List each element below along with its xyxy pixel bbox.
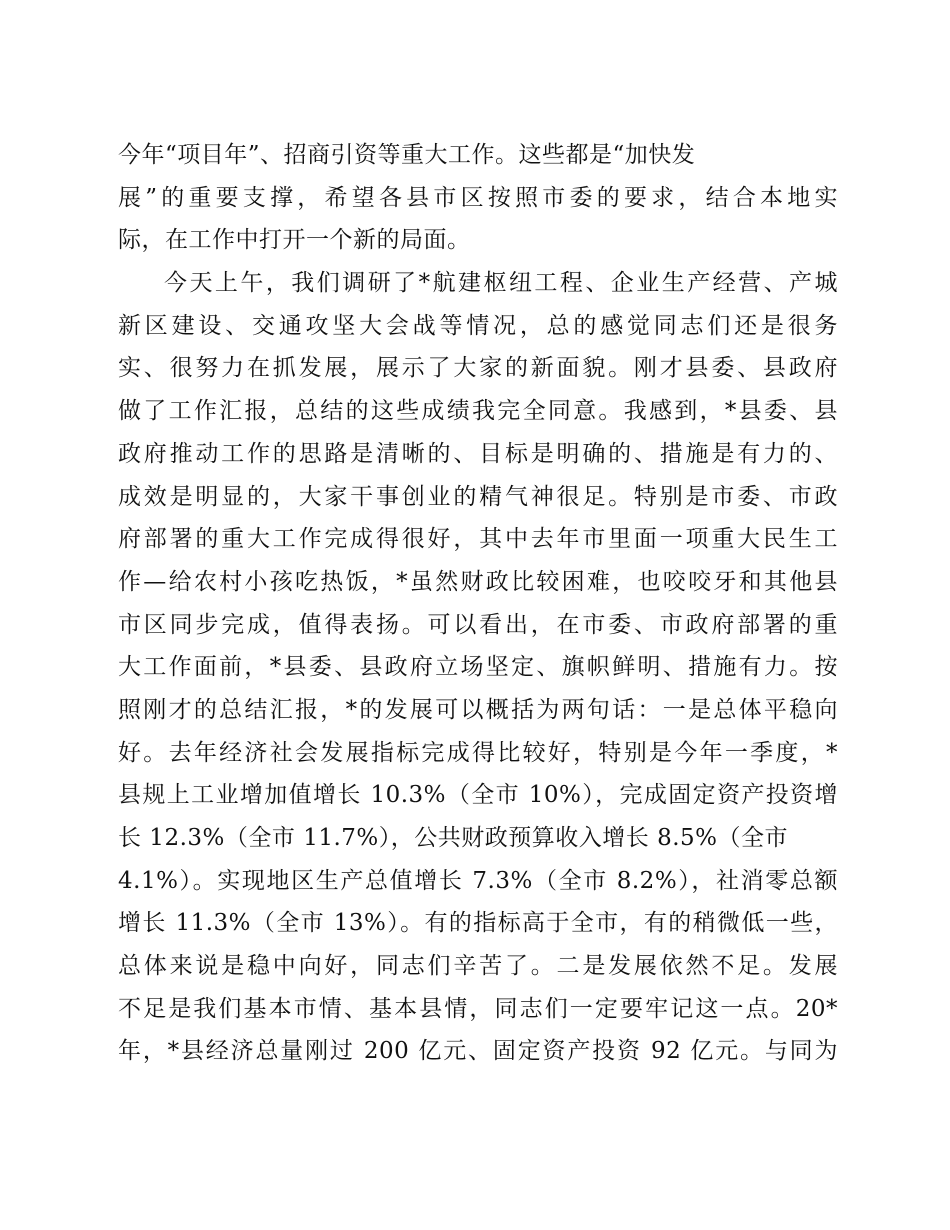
text-line: 成效是明显的，大家干事创业的精气神很足。特别是市委、市政 xyxy=(118,483,838,510)
text-line: 实、很努力在抓发展，展示了大家的新面貌。刚才县委、县政府 xyxy=(118,355,838,382)
text-line: 4.1%）。实现地区生产总值增长 7.3%（全市 8.2%），社消零总额 xyxy=(118,867,838,894)
text-line: 总体来说是稳中向好，同志们辛苦了。二是发展依然不足。发展 xyxy=(118,953,838,980)
paragraph-start-line: 今天上午，我们调研了*航建枢纽工程、企业生产经营、产城 xyxy=(164,270,838,297)
text-line: 长 12.3%（全市 11.7%），公共财政预算收入增长 8.5%（全市 xyxy=(118,825,788,851)
text-line: 增长 11.3%（全市 13%）。有的指标高于全市，有的稍微低一些， xyxy=(118,910,838,937)
text-line: 县规上工业增加值增长 10.3%（全市 10%），完成固定资产投资增 xyxy=(118,782,838,809)
body-text xyxy=(118,134,838,1073)
text-line: 好。去年经济社会发展指标完成得比较好，特别是今年一季度，* xyxy=(118,739,838,766)
text-line: 际，在工作中打开一个新的局面。 xyxy=(118,227,471,254)
text-line: 做了工作汇报，总结的这些成绩我完全同意。我感到，*县委、县 xyxy=(118,398,838,425)
text-line: 市区同步完成，值得表扬。可以看出，在市委、市政府部署的重 xyxy=(118,611,838,638)
text-line: 年，*县经济总量刚过 200 亿元、固定资产投资 92 亿元。与同为 xyxy=(118,1038,838,1065)
text-line: 不足是我们基本市情、基本县情，同志们一定要牢记这一点。20* xyxy=(118,995,838,1022)
text-line: 大工作面前，*县委、县政府立场坚定、旗帜鲜明、措施有力。按 xyxy=(118,654,838,681)
text-line: 照刚才的总结汇报，*的发展可以概括为两句话：一是总体平稳向 xyxy=(118,696,838,723)
text-line: 新区建设、交通攻坚大会战等情况，总的感觉同志们还是很务 xyxy=(118,312,838,339)
text-line: 今年“项目年”、招商引资等重大工作。这些都是“加快发 xyxy=(118,142,696,168)
text-line: 作—给农村小孩吃热饭，*虽然财政比较困难，也咬咬牙和其他县 xyxy=(118,568,838,595)
text-line: 府部署的重大工作完成得很好，其中去年市里面一项重大民生工 xyxy=(118,526,838,553)
text-line: 展”的重要支撑，希望各县市区按照市委的要求，结合本地实 xyxy=(118,184,838,211)
text-line: 政府推动工作的思路是清晰的、目标是明确的、措施是有力的、 xyxy=(118,440,838,467)
